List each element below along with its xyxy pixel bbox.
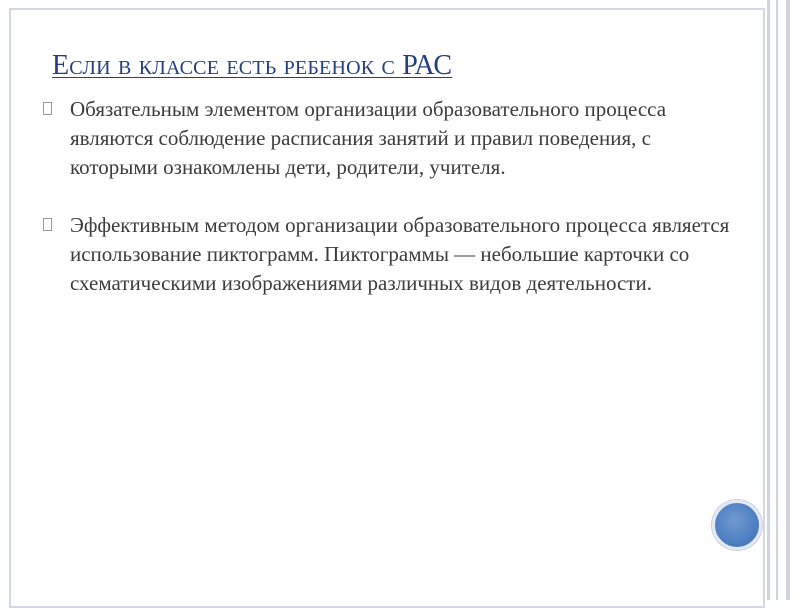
bullet-text: Эффективным методом организации образовательного процесса является использование пиктограмм. Пиктограммы — небольшие карточки со схематическими изображениями различных видов деятельности. (70, 213, 730, 295)
bullet-item (40, 95, 740, 182)
bullet-square-icon (43, 218, 52, 231)
blue-circle-icon (712, 500, 762, 550)
bullet-item (40, 211, 740, 298)
decorative-line (786, 0, 790, 600)
slide-title: Если в классе есть ребенок с РАС (52, 50, 453, 81)
decorative-line (767, 0, 770, 600)
bullet-text: Обязательным элементом организации образовательного процесса являются соблюдение расписания занятий и правил поведения, с которыми ознакомлены дети, родители, учителя. (70, 97, 667, 179)
bullet-list (40, 95, 740, 298)
bullet-square-icon (43, 102, 52, 115)
decorative-line (776, 0, 778, 600)
